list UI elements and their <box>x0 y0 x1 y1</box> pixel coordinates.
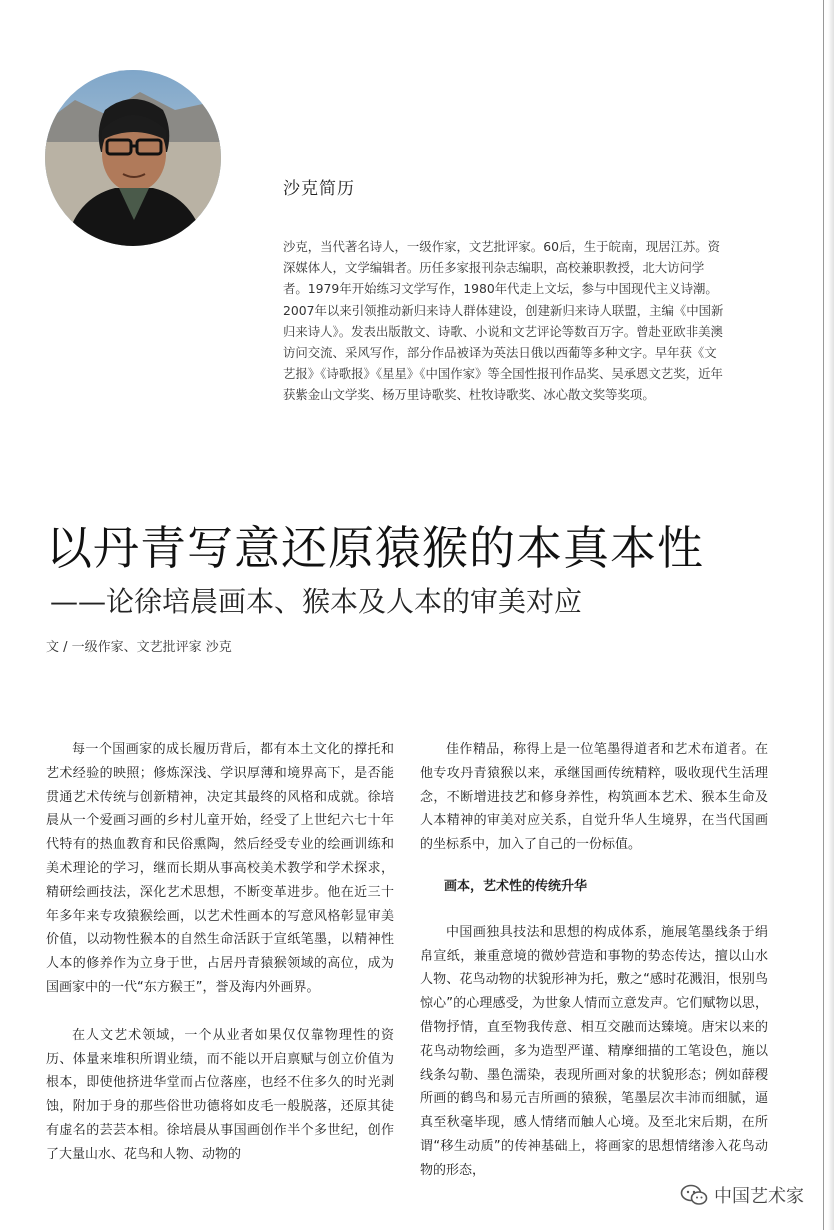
article-subtitle: ——论徐培晨画本、猴本及人本的审美对应 <box>50 585 583 618</box>
watermark-text: 中国艺术家 <box>714 1186 804 1207</box>
section-heading: 画本，艺术性的传统升华 <box>444 878 588 894</box>
body-column-right <box>420 738 768 1183</box>
body-paragraph: 每一个国画家的成长履历背后，都有本土文化的撑托和艺术经验的映照；修炼深浅、学识厚薄和境界高下，是否能贯通艺术传统与创新精神，决定其最终的风格和成就。徐培晨从一个爱画习画的乡村儿童开始，经受了上世纪六七十年代特有的热血教育和民俗熏陶，然后经受专业的绘画训练和美术理论的学习，继而长期从事高校美术教学和学术探求，精研绘画技法，深化艺术思想，不断变革进步。他在近三十年多年来专攻猿猴绘画，以艺术性画本的写意风格彰显审美价值，以动物性猴本的自然生命活跃于宣纸笔墨，以精神性人本的修养作为立身于世，占居丹青猿猴领域的高位，成为国画家中的一代“东方猴王”，誉及海内外画界。 <box>46 742 394 995</box>
page-edge <box>823 0 824 1230</box>
body-paragraph: 中国画独具技法和思想的构成体系，施展笔墨线条于绢帛宣纸，兼重意境的微妙营造和事物的势态传达，擅以山水人物、花鸟动物的状貌形神为托，敷之“感时花溅泪，恨别鸟惊心”的心理感受，为世象人情而立意发声。它们赋物以思，借物抒情，直至物我传意、相互交融而达臻境。唐宋以来的花鸟动物绘画，多为造型严谨、精摩细描的工笔设色，施以线条勾勒、墨色濡染，表现所画对象的状貌形态；例如薛稷所画的鹤鸟和易元吉所画的猿猴，笔墨层次丰沛而细腻，逼真至秋毫毕现，感人情绪而触人心境。及至北宋后期，在所谓“移生动质”的传神基础上，将画家的思想情绪渗入花鸟动物的形态， <box>420 924 768 1178</box>
author-photo <box>45 70 221 246</box>
article-byline: 文 / 一级作家、文艺批评家 沙克 <box>46 640 232 655</box>
body-paragraph: 佳作精品，称得上是一位笔墨得道者和艺术布道者。在他专攻丹青猿猴以来，承继国画传统精粹，吸收现代生活理念，不断增进技艺和修身养性，构筑画本艺术、猴本生命及人本精神的审美对应关系，自觉升华人生境界，在当代国画的坐标系中，加入了自己的一份标值。 <box>420 742 768 853</box>
author-photo-illustration <box>45 70 221 246</box>
bio-text: 沙克，当代著名诗人，一级作家，文艺批评家。60后，生于皖南，现居江苏。资深媒体人，文学编辑者。历任多家报刊杂志编职，高校兼职教授，北大访问学者。1979年开始练习文学写作，1980年代走上文坛，参与中国现代主义诗潮。2007年以来引领推动新归来诗人群体建设，创建新归来诗人联盟，主编《中国新归来诗人》。发表出版散文、诗歌、小说和文艺评论等数百万字。曾赴亚欧非美澳访问交流、采风写作，部分作品被译为英法日俄以西葡等多种文字。早年获《文艺报》《诗歌报》《星星》《中国作家》等全国性报刊作品奖、吴承恩文艺奖，近年获紫金山文学奖、杨万里诗歌奖、杜牧诗歌奖、冰心散文奖等奖项。 <box>283 239 724 403</box>
wechat-icon <box>680 1184 708 1206</box>
body-column-left <box>46 738 394 1167</box>
source-watermark <box>680 1182 804 1208</box>
page-edge-shadow <box>828 0 834 1230</box>
body-paragraph: 在人文艺术领域，一个从业者如果仅仅靠物理性的资历、体量来堆积所谓业绩，而不能以开启禀赋与创立价值为根本，即使他挤进华堂而占位落座，也经不住多久的时光剥蚀，附加于身的那些俗世功德将如皮毛一般脱落，还原其徒有虚名的芸芸本相。徐培晨从事国画创作半个多世纪，创作了大量山水、花鸟和人物、动物的 <box>46 1027 394 1162</box>
bio-title: 沙克简历 <box>283 179 355 199</box>
article-title: 以丹青写意还原猿猴的本真本性 <box>46 521 704 575</box>
